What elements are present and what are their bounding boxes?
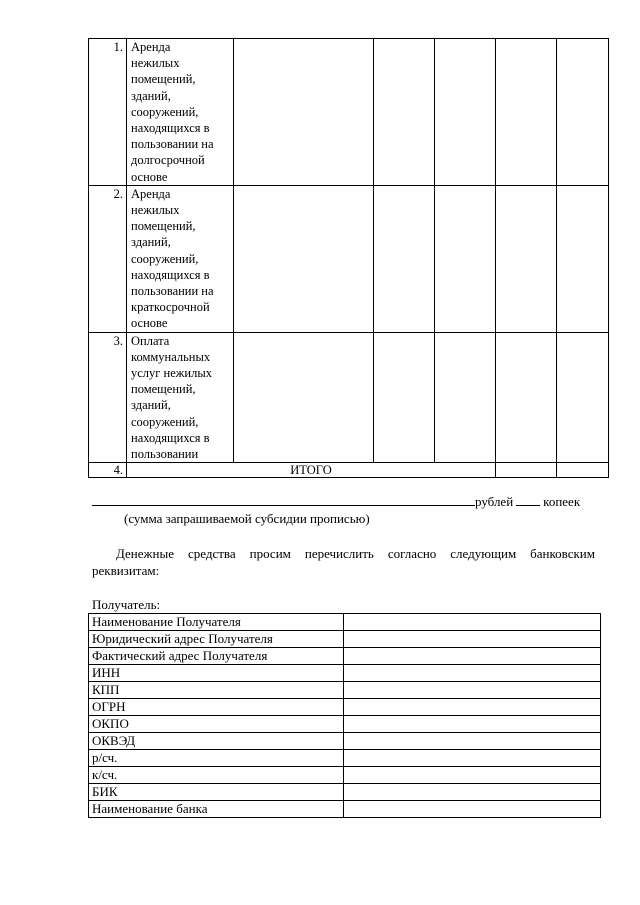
field-value[interactable] — [344, 648, 601, 665]
table-cell[interactable] — [496, 185, 557, 332]
table-row — [89, 750, 601, 767]
table-cell[interactable] — [234, 39, 374, 186]
field-value[interactable] — [344, 682, 601, 699]
row-number: 3. — [89, 332, 127, 463]
expense-name-line: пользовании на — [131, 137, 214, 152]
table-row — [89, 801, 601, 818]
table-cell[interactable] — [234, 185, 374, 332]
field-label: Наименование банка — [89, 801, 344, 818]
expense-name-line: сооружений, — [131, 104, 199, 119]
expense-name-line: сооружений, — [131, 414, 199, 429]
expense-name-line: зданий, — [131, 88, 171, 103]
expense-name-line: основе — [131, 316, 168, 331]
row-number: 1. — [89, 39, 127, 186]
table-row — [89, 699, 601, 716]
kopecks-label: копеек — [543, 494, 581, 509]
field-value[interactable] — [344, 631, 601, 648]
field-value[interactable] — [344, 665, 601, 682]
table-row — [89, 648, 601, 665]
kopecks-blank[interactable] — [516, 493, 540, 506]
rubles-label: рублей — [475, 494, 514, 509]
table-row — [89, 665, 601, 682]
expense-name-line: пользовании — [131, 447, 199, 462]
total-label: ИТОГО — [127, 463, 496, 478]
table-cell[interactable] — [496, 463, 557, 478]
expense-name-line: Оплата — [131, 333, 170, 348]
table-cell[interactable] — [234, 332, 374, 463]
table-cell[interactable] — [374, 185, 435, 332]
expense-name — [127, 39, 234, 186]
table-row — [89, 682, 601, 699]
field-value[interactable] — [344, 750, 601, 767]
sum-line — [92, 493, 595, 510]
field-label: КПП — [89, 682, 344, 699]
expense-name-line: пользовании на — [131, 284, 214, 299]
expense-name-line: находящихся в — [131, 430, 210, 445]
expense-name-line: помещений, — [131, 72, 196, 87]
total-row — [89, 463, 609, 478]
field-label: к/сч. — [89, 767, 344, 784]
expense-name-line: зданий, — [131, 398, 171, 413]
table-cell[interactable] — [557, 39, 609, 186]
table-row — [89, 332, 609, 463]
table-cell[interactable] — [557, 332, 609, 463]
expense-name-line: сооружений, — [131, 251, 199, 266]
sum-in-words-blank[interactable] — [92, 493, 475, 506]
table-cell[interactable] — [557, 463, 609, 478]
field-value[interactable] — [344, 716, 601, 733]
expense-name-line: зданий, — [131, 235, 171, 250]
table-cell[interactable] — [557, 185, 609, 332]
expense-name-line: помещений, — [131, 382, 196, 397]
table-row — [89, 716, 601, 733]
table-cell[interactable] — [374, 39, 435, 186]
field-value[interactable] — [344, 614, 601, 631]
table-row — [89, 733, 601, 750]
field-label: Юридический адрес Получателя — [89, 631, 344, 648]
field-label: Фактический адрес Получателя — [89, 648, 344, 665]
field-value[interactable] — [344, 801, 601, 818]
expense-name-line: коммунальных — [131, 349, 211, 364]
table-cell[interactable] — [496, 332, 557, 463]
field-label: Наименование Получателя — [89, 614, 344, 631]
field-label: ОКПО — [89, 716, 344, 733]
table-row — [89, 614, 601, 631]
field-value[interactable] — [344, 767, 601, 784]
transfer-paragraph: Денежные средства просим перечислить согласно следующим банковским реквизитам: — [92, 546, 595, 578]
expense-name-line: нежилых — [131, 56, 180, 71]
table-row — [89, 767, 601, 784]
bank-details-table — [88, 613, 601, 818]
field-value[interactable] — [344, 784, 601, 801]
field-label: ОКВЭД — [89, 733, 344, 750]
field-label: р/сч. — [89, 750, 344, 767]
expense-table — [88, 38, 609, 478]
expense-name — [127, 185, 234, 332]
field-value[interactable] — [344, 699, 601, 716]
recipient-label: Получатель: — [92, 597, 161, 612]
expense-name-line: основе — [131, 169, 168, 184]
expense-name-line: нежилых — [131, 203, 180, 218]
expense-name-line: услуг нежилых — [131, 366, 212, 381]
table-row — [89, 631, 601, 648]
table-row — [89, 185, 609, 332]
expense-name — [127, 332, 234, 463]
table-cell[interactable] — [374, 332, 435, 463]
table-cell[interactable] — [435, 39, 496, 186]
table-row — [89, 784, 601, 801]
sum-caption: (сумма запрашиваемой субсидии прописью) — [124, 511, 370, 526]
field-value[interactable] — [344, 733, 601, 750]
field-label: БИК — [89, 784, 344, 801]
expense-name-line: долгосрочной — [131, 153, 205, 168]
expense-name-line: помещений, — [131, 219, 196, 234]
field-label: ОГРН — [89, 699, 344, 716]
table-row — [89, 39, 609, 186]
row-number: 4. — [89, 463, 127, 478]
expense-name-line: находящихся в — [131, 267, 210, 282]
expense-name-line: краткосрочной — [131, 300, 210, 315]
row-number: 2. — [89, 185, 127, 332]
expense-name-line: Аренда — [131, 40, 171, 54]
expense-name-line: находящихся в — [131, 121, 210, 136]
field-label: ИНН — [89, 665, 344, 682]
table-cell[interactable] — [435, 332, 496, 463]
expense-name-line: Аренда — [131, 186, 171, 201]
table-cell[interactable] — [496, 39, 557, 186]
table-cell[interactable] — [435, 185, 496, 332]
